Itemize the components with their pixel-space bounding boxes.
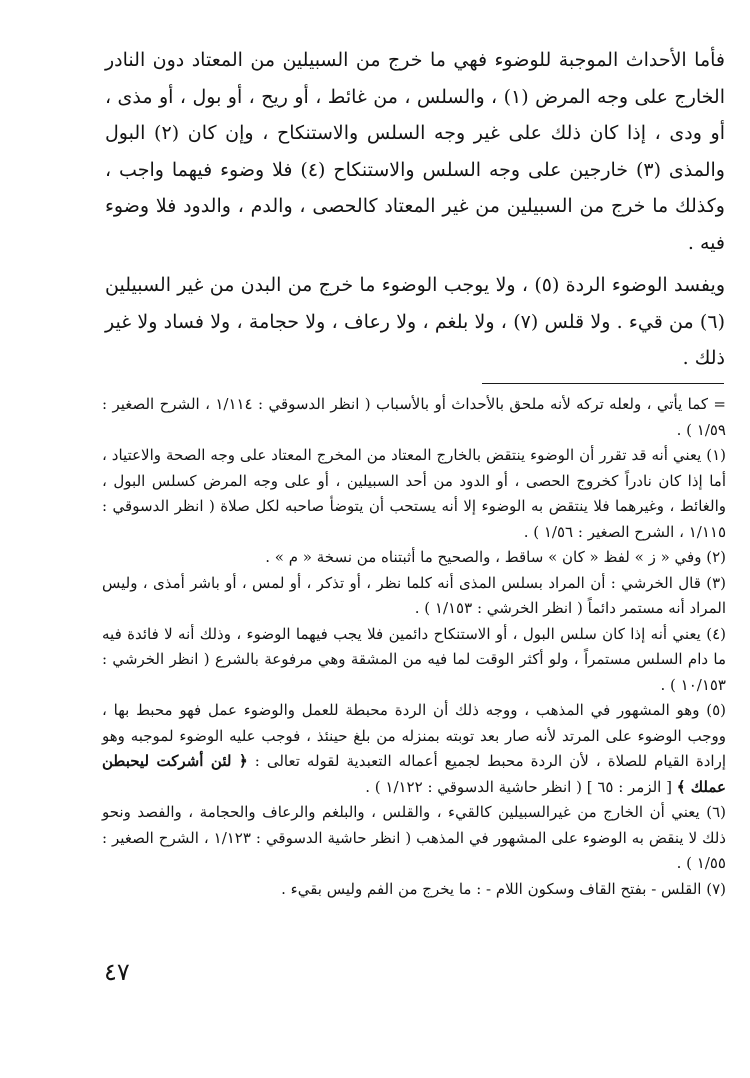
footnote-5-text: (٥) وهو المشهور في المذهب ، ووجه ذلك أن الردة محبطة للعمل والوضوء عمل فهو محبط بها ، ووجب الوضوء على المرتد لأنه صار بعد توبته بمنزله من بلغ حينئذ ، فوجب عليه الوضوء لموجبه وهو إرادة القيام للصلاة ، لأن الردة محبط لجميع أعماله التعبدية لقوله تعالى : (102, 701, 726, 770)
quran-verse: ﴿ لئن أشركت ليحبطن عملك ﴾ (102, 752, 726, 796)
footnote-4: (٤) يعني أنه إذا كان سلس البول ، أو الاستنكاح دائمين فلا يجب فيهما الوضوء ، وذلك أنه لا فائدة فيه ما دام السلس مستمراً ، ولو أكثر الوقت لما فيه من المشقة وهي مرفوعة بالشرع ( انظر الخرشي : ١٠/١٥٣ ) . (102, 624, 726, 694)
main-text (105, 42, 725, 377)
main-paragraph-2: ويفسد الوضوء الردة (٥) ، ولا يوجب الوضوء ما خرج من البدن من غير السبيلين (٦) من قيء . ولا قلس (٧) ، ولا بلغم ، ولا رعاف ، ولا حجامة ، ولا فساد ولا غير ذلك . (105, 274, 725, 369)
footnote-2: (٢) وفي « ز » لفظ « كان » ساقط ، والصحيح ما أثبتناه من نسخة « م » . (265, 548, 726, 566)
footnote-continuation: = كما يأتي ، ولعله تركه لأنه ملحق بالأحداث أو بالأسباب ( انظر الدسوقي : ١/١١٤ ، الشرح الصغير : ١/٥٩ ) . (102, 395, 726, 439)
footnote-7: (٧) القلس - بفتح القاف وسكون اللام - : ما يخرج من الفم وليس بقيء . (281, 879, 726, 898)
footnote-6: (٦) يعني أن الخارج من غيرالسبيلين كالقيء ، والقلس ، والبلغم والرعاف والحجامة ، والفصد ونحو ذلك لا ينقض به الوضوء على المشهور في المذهب ( انظر حاشية الدسوقي : ١/١٢٣ ، الشرح الصغير : ١/٥٥ ) . (102, 803, 726, 872)
footnote-5-citation: [ الزمر : ٦٥ ] ( انظر حاشية الدسوقي : ١/١٢٢ ) . (365, 777, 677, 796)
footnote-divider (482, 383, 724, 384)
main-paragraph-1: فأما الأحداث الموجبة للوضوء فهي ما خرج من السبيلين من المعتاد دون النادر الخارج على وجه المرض (١) ، والسلس ، من غائط ، أو ريح ، أو بول ، أو مذى ، أو ودى ، إذا كان ذلك على غير وجه السلس والاستنكاح ، وإن كان (٢) البول والمذى (٣) خارجين على وجه السلس والاستنكاح (٤) فلا وضوء فيهما واجب ، وكذلك ما خرج من السبيلين من غير المعتاد كالحصى ، والدم ، والدود فلا وضوء فيه . (105, 49, 726, 254)
footnotes (102, 392, 726, 902)
page-number: ٤٧ (104, 958, 130, 986)
footnote-5 (102, 698, 726, 800)
footnote-3: (٣) قال الخرشي : أن المراد بسلس المذى أنه كلما نظر ، أو تذكر ، أو لمس ، أو باشر أمذى ، وليس المراد أنه مستمر دائماً ( انظر الخرشي : ١/١٥٣ ) . (102, 573, 726, 617)
footnote-1: (١) يعني أنه قد تقرر أن الوضوء ينتقض بالخارج المعتاد من المخرج المعتاد على وجه الصحة والاعتياد ، أما إذا كان نادراً كخروج الحصى ، أو الدود من أحد السبيلين ، أو على وجه المرض كسلس البول ، والغائط ، وغيرهما فلا ينتقض به الوضوء إلا أنه يستحب أن يتوضأ صاحبه لكل صلاة ( انظر الدسوقي : ١/١١٥ ، الشرح الصغير : ١/٥٦ ) . (102, 446, 726, 541)
